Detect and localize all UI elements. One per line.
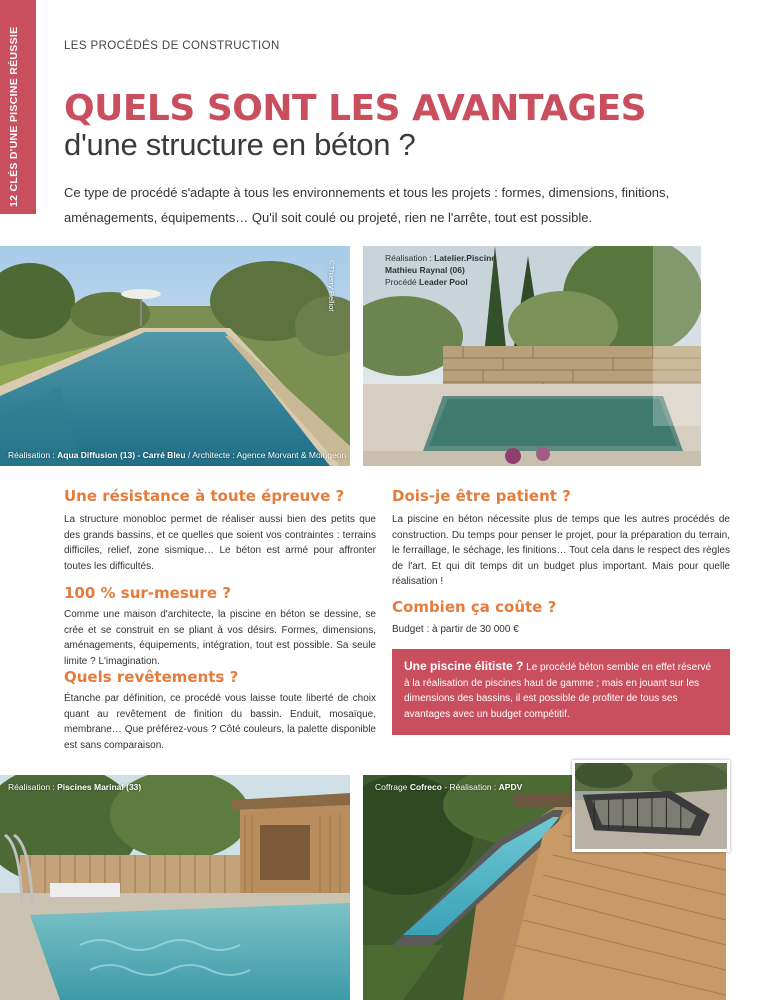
heading-patient: Dois-je être patient ? (392, 487, 571, 505)
paragraph-cout: Budget : à partir de 30 000 € (392, 624, 519, 635)
paragraph-patient: La piscine en béton nécessite plus de temps que les autres procédés de construction. Du temps pour penser le projet, pour la préparation du terrain, le ferraillage, le séchage, les finitions… Tout cela dans le respect des règles de l'art. Et qui dit temps dit un budget plus important. Mais pour quelle réalisation ! (392, 514, 730, 587)
heading-revetements: Quels revêtements ? (64, 668, 239, 686)
callout-box (392, 649, 730, 735)
photo-caption: Coffrage Cofreco - Réalisation : APDV (375, 782, 523, 792)
side-tab-label: 12 CLÉS D'UNE PISCINE RÉUSSIE (8, 26, 20, 207)
paragraph-sur-mesure: Comme une maison d'architecte, la piscine en béton se dessine, se crée et se construit en se pliant à vos désirs. Formes, dimensions, aménagements, équipements, intégration, tout est possible. Sa seule limite ? L'imagination. (64, 609, 376, 667)
section-label: LES PROCÉDÉS DE CONSTRUCTION (64, 40, 280, 52)
callout-text: Le procédé béton semble en effet réservé à la réalisation de piscines haut de gamme ; mais en jouant sur les dimensions des bassins, il est possible de profiter de tous ses avantages avec un budget compétitif. (404, 662, 712, 720)
photo-caption: Réalisation : Piscines Marinal (33) (8, 782, 142, 792)
heading-sur-mesure: 100 % sur-mesure ? (64, 584, 231, 602)
intro-paragraph: Ce type de procédé s'adapte à tous les environnements et tous les projets : formes, dimensions, finitions, aménagements, équipements… Qu'il soit coulé ou projeté, rien ne l'arrête, tout est possible. (64, 185, 670, 225)
photo-pool-house (0, 775, 350, 1000)
photo-formwork-inset (572, 760, 730, 852)
photo-caption: Réalisation : Latelier.Piscine Mathieu Raynal (06) Procédé Leader Pool (385, 253, 497, 287)
paragraph-resistance: La structure monobloc permet de réaliser aussi bien des petits que des grands bassins, et ce quelles que soient vos contraintes : terrains difficiles, relief, zone sismique… Le béton est armé pour affronter toutes les difficultés. (64, 514, 376, 572)
photo-caption: Réalisation : Aqua Diffusion (13) - Carré Bleu / Architecte : Agence Morvant & Moingeon (8, 450, 347, 460)
heading-cout: Combien ça coûte ? (392, 598, 557, 616)
page-title: QUELS SONT LES AVANTAGES (64, 88, 647, 129)
page-subtitle: d'une structure en béton ? (64, 127, 416, 162)
photo-credit: ©Thierry Pelliot (327, 260, 336, 312)
photo-long-pool (0, 246, 350, 466)
paragraph-revetements: Étanche par définition, ce procédé vous laisse toute liberté de choix quant au revêtement de finition du bassin. Enduit, mosaïque, membrane… Que préférez-vous ? Côté couleurs, la palette disponible est sans comparaison. (64, 693, 376, 751)
heading-resistance: Une résistance à toute épreuve ? (64, 487, 345, 505)
photo-stone-wall-pool (363, 246, 701, 466)
callout-title: Une piscine élitiste ? (404, 659, 524, 673)
